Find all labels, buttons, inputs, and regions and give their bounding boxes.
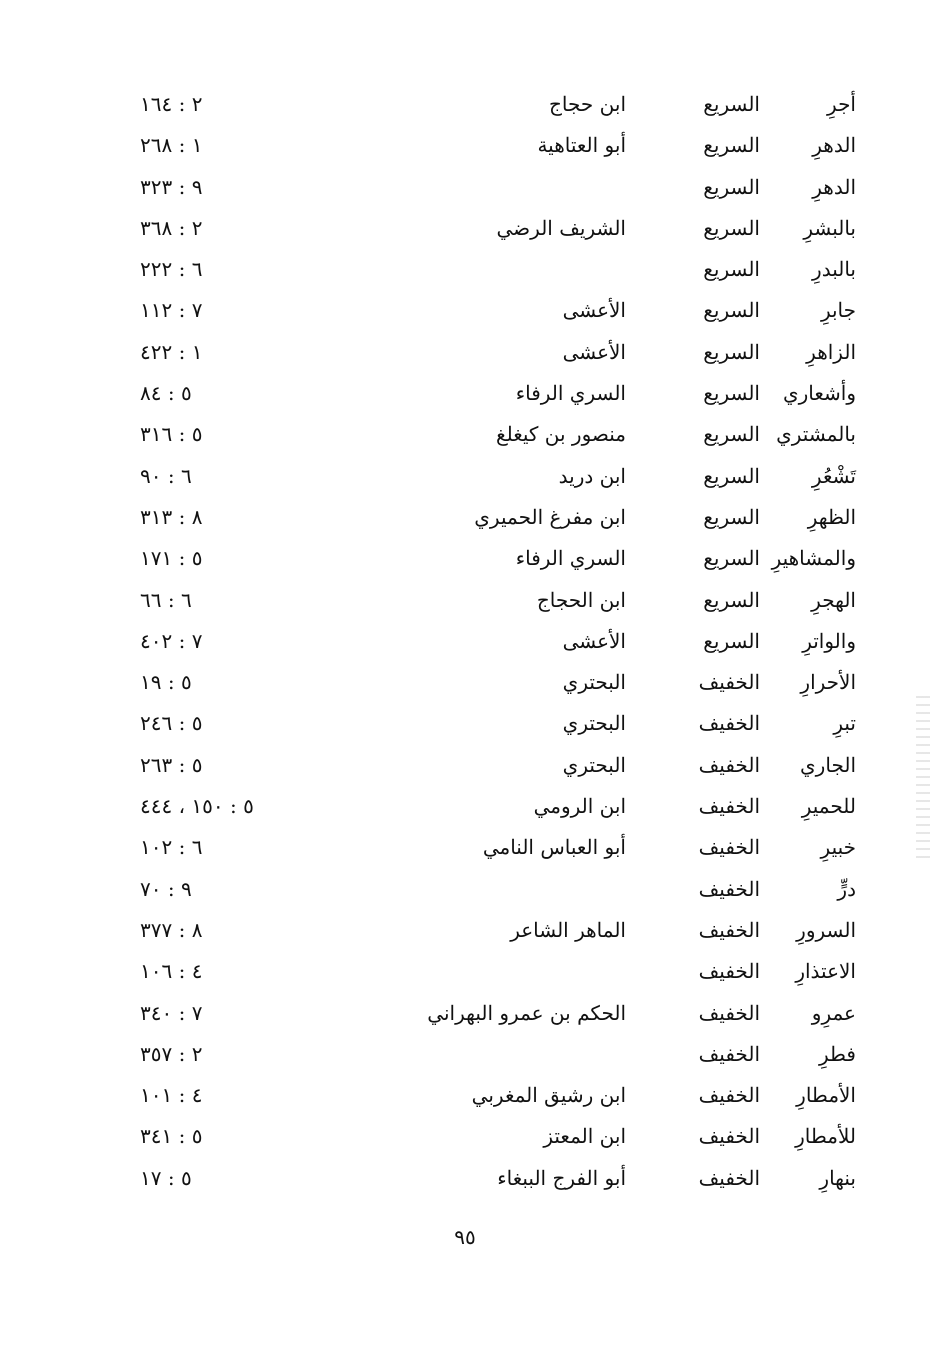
rhyme-word: الدهرِ	[812, 133, 856, 158]
poet-name: السري الرفاء	[515, 546, 626, 571]
meter-name: السريع	[703, 422, 760, 447]
poet-name: ابن مفرغ الحميري	[474, 504, 626, 529]
rhyme-word: خبيرِ	[820, 835, 856, 860]
poet-name: ابن حجاج	[549, 92, 626, 116]
poet-name: أبو العتاهية	[537, 133, 626, 158]
poet-name: الأعشى	[562, 628, 626, 653]
index-row	[0, 827, 930, 868]
meter-name: الخفيف	[698, 711, 760, 736]
index-row	[0, 869, 930, 910]
index-row	[0, 1034, 930, 1075]
index-row	[0, 951, 930, 992]
index-row	[0, 538, 930, 579]
index-row	[0, 662, 930, 703]
volume-page-ref: ٥ : ١٧١	[140, 546, 203, 571]
page-number: ٩٥	[454, 1225, 476, 1249]
index-row	[0, 332, 930, 373]
index-row	[0, 1158, 930, 1199]
meter-name: الخفيف	[698, 959, 760, 984]
poet-name: ابن الرومي	[533, 794, 626, 819]
meter-name: السريع	[703, 587, 760, 612]
volume-page-ref: ٥ : ٣١٦	[140, 422, 203, 447]
poet-name: الأعشى	[562, 298, 626, 323]
rhyme-word: للأمطارِ	[795, 1124, 856, 1149]
meter-name: السريع	[703, 339, 760, 364]
volume-page-ref: ١ : ٢٦٨	[140, 133, 203, 158]
meter-name: السريع	[703, 463, 760, 488]
volume-page-ref: ٥ : ٢٦٣	[140, 752, 203, 777]
meter-name: الخفيف	[698, 1000, 760, 1025]
rhyme-word: عمرِو	[811, 1000, 856, 1025]
rhyme-word: الزاهرِ	[806, 339, 856, 364]
meter-name: السريع	[703, 257, 760, 282]
index-row	[0, 414, 930, 455]
meter-name: السريع	[703, 298, 760, 323]
poet-name: الحكم بن عمرو البهراني	[427, 1000, 626, 1025]
scan-margin-noise	[916, 690, 930, 860]
volume-page-ref: ٢ : ٣٦٨	[140, 215, 203, 240]
volume-page-ref: ٤ : ١٠١	[140, 1083, 203, 1108]
volume-page-ref: ٦ : ٦٦	[140, 587, 192, 612]
meter-name: الخفيف	[698, 835, 760, 860]
rhyme-word: الأحرارِ	[800, 670, 856, 695]
meter-name: الخفيف	[698, 917, 760, 942]
meter-name: السريع	[703, 92, 760, 116]
volume-page-ref: ٨ : ٣٧٧	[140, 917, 203, 942]
index-row	[0, 580, 930, 621]
rhyme-word: فطرِ	[818, 1041, 856, 1066]
poet-name: الماهر الشاعر	[510, 917, 626, 942]
poet-name: ابن رشيق المغربي	[471, 1083, 626, 1108]
poet-name: ابن دريد	[558, 463, 626, 488]
rhyme-word: والمشاهيرِ	[771, 546, 856, 571]
poet-name: البحتري	[562, 670, 626, 695]
poet-name: السري الرفاء	[515, 381, 626, 406]
meter-name: السريع	[703, 628, 760, 653]
index-row	[0, 1075, 930, 1116]
volume-page-ref: ٨ : ٣١٣	[140, 504, 203, 529]
poet-name: الأعشى	[562, 339, 626, 364]
volume-page-ref: ٩ : ٧٠	[140, 876, 192, 901]
poet-name: أبو العباس النامي	[482, 835, 626, 860]
index-row	[0, 84, 930, 125]
volume-page-ref: ٧ : ٤٠٢	[140, 628, 203, 653]
volume-page-ref: ٧ : ٣٤٠	[140, 1000, 203, 1025]
volume-page-ref: ١ : ٤٢٢	[140, 339, 203, 364]
index-row	[0, 786, 930, 827]
volume-page-ref: ٥ : ١٩	[140, 670, 192, 695]
rhyme-word: بالبشرِ	[803, 215, 856, 240]
rhyme-word: بنهارِ	[819, 1165, 856, 1190]
volume-page-ref: ٦ : ٢٢٢	[140, 257, 203, 282]
rhyme-word: أجرِ	[827, 92, 856, 116]
index-row	[0, 167, 930, 208]
rhyme-word: تَشْعُرِ	[811, 463, 856, 488]
poet-name: الشريف الرضي	[496, 215, 626, 240]
meter-name: السريع	[703, 174, 760, 199]
meter-name: الخفيف	[698, 752, 760, 777]
volume-page-ref: ٦ : ١٠٢	[140, 835, 203, 860]
rhyme-word: تبرِ	[833, 711, 856, 736]
index-row	[0, 249, 930, 290]
volume-page-ref: ٢ : ١٦٤	[140, 92, 203, 116]
index-row	[0, 290, 930, 331]
index-row	[0, 703, 930, 744]
meter-name: السريع	[703, 381, 760, 406]
rhyme-word: جابرِ	[820, 298, 856, 323]
meter-name: الخفيف	[698, 1165, 760, 1190]
index-row	[0, 208, 930, 249]
rhyme-word: والواترِ	[802, 628, 856, 653]
meter-name: الخفيف	[698, 794, 760, 819]
index-row	[0, 910, 930, 951]
rhyme-word: وأشعاري	[782, 381, 856, 406]
meter-name: الخفيف	[698, 1124, 760, 1149]
volume-page-ref: ٥ : ٢٤٦	[140, 711, 203, 736]
volume-page-ref: ٥ : ٣٤١	[140, 1124, 203, 1149]
index-row	[0, 745, 930, 786]
volume-page-ref: ٦ : ٩٠	[140, 463, 192, 488]
meter-name: السريع	[703, 133, 760, 158]
meter-name: الخفيف	[698, 1083, 760, 1108]
poet-name: البحتري	[562, 752, 626, 777]
rhyme-word: الظهرِ	[807, 504, 856, 529]
volume-page-ref: ٩ : ٣٢٣	[140, 174, 203, 199]
index-row	[0, 497, 930, 538]
volume-page-ref: ٥ : ٨٤	[140, 381, 192, 406]
rhyme-word: الأمطارِ	[796, 1083, 856, 1108]
rhyme-index-table	[0, 84, 930, 1199]
poet-name: أبو الفرج الببغاء	[497, 1165, 626, 1190]
meter-name: السريع	[703, 215, 760, 240]
rhyme-word: الاعتذارِ	[795, 959, 856, 984]
index-row	[0, 125, 930, 166]
index-row	[0, 1116, 930, 1157]
meter-name: الخفيف	[698, 1041, 760, 1066]
rhyme-word: درٍّ	[837, 876, 856, 901]
volume-page-ref: ٥ : ١٥٠ ، ٤٤٤	[140, 794, 254, 819]
rhyme-word: بالبدرِ	[812, 257, 856, 282]
index-row	[0, 373, 930, 414]
meter-name: الخفيف	[698, 670, 760, 695]
index-row	[0, 993, 930, 1034]
index-row	[0, 456, 930, 497]
meter-name: السريع	[703, 546, 760, 571]
volume-page-ref: ٢ : ٣٥٧	[140, 1041, 203, 1066]
volume-page-ref: ٧ : ١١٢	[140, 298, 203, 323]
poet-name: منصور بن كيغلغ	[495, 422, 626, 447]
rhyme-word: الجاري	[800, 752, 856, 777]
rhyme-word: الهجرِ	[811, 587, 856, 612]
poet-name: البحتري	[562, 711, 626, 736]
volume-page-ref: ٤ : ١٠٦	[140, 959, 203, 984]
volume-page-ref: ٥ : ١٧	[140, 1165, 192, 1190]
meter-name: الخفيف	[698, 876, 760, 901]
poet-name: ابن المعتز	[543, 1124, 626, 1149]
rhyme-word: للحميرِ	[801, 794, 856, 819]
rhyme-word: بالمشتري	[776, 422, 856, 447]
meter-name: السريع	[703, 504, 760, 529]
rhyme-word: الدهرِ	[812, 174, 856, 199]
rhyme-word: السرورِ	[796, 917, 856, 942]
index-row	[0, 621, 930, 662]
poet-name: ابن الحجاج	[536, 587, 626, 612]
